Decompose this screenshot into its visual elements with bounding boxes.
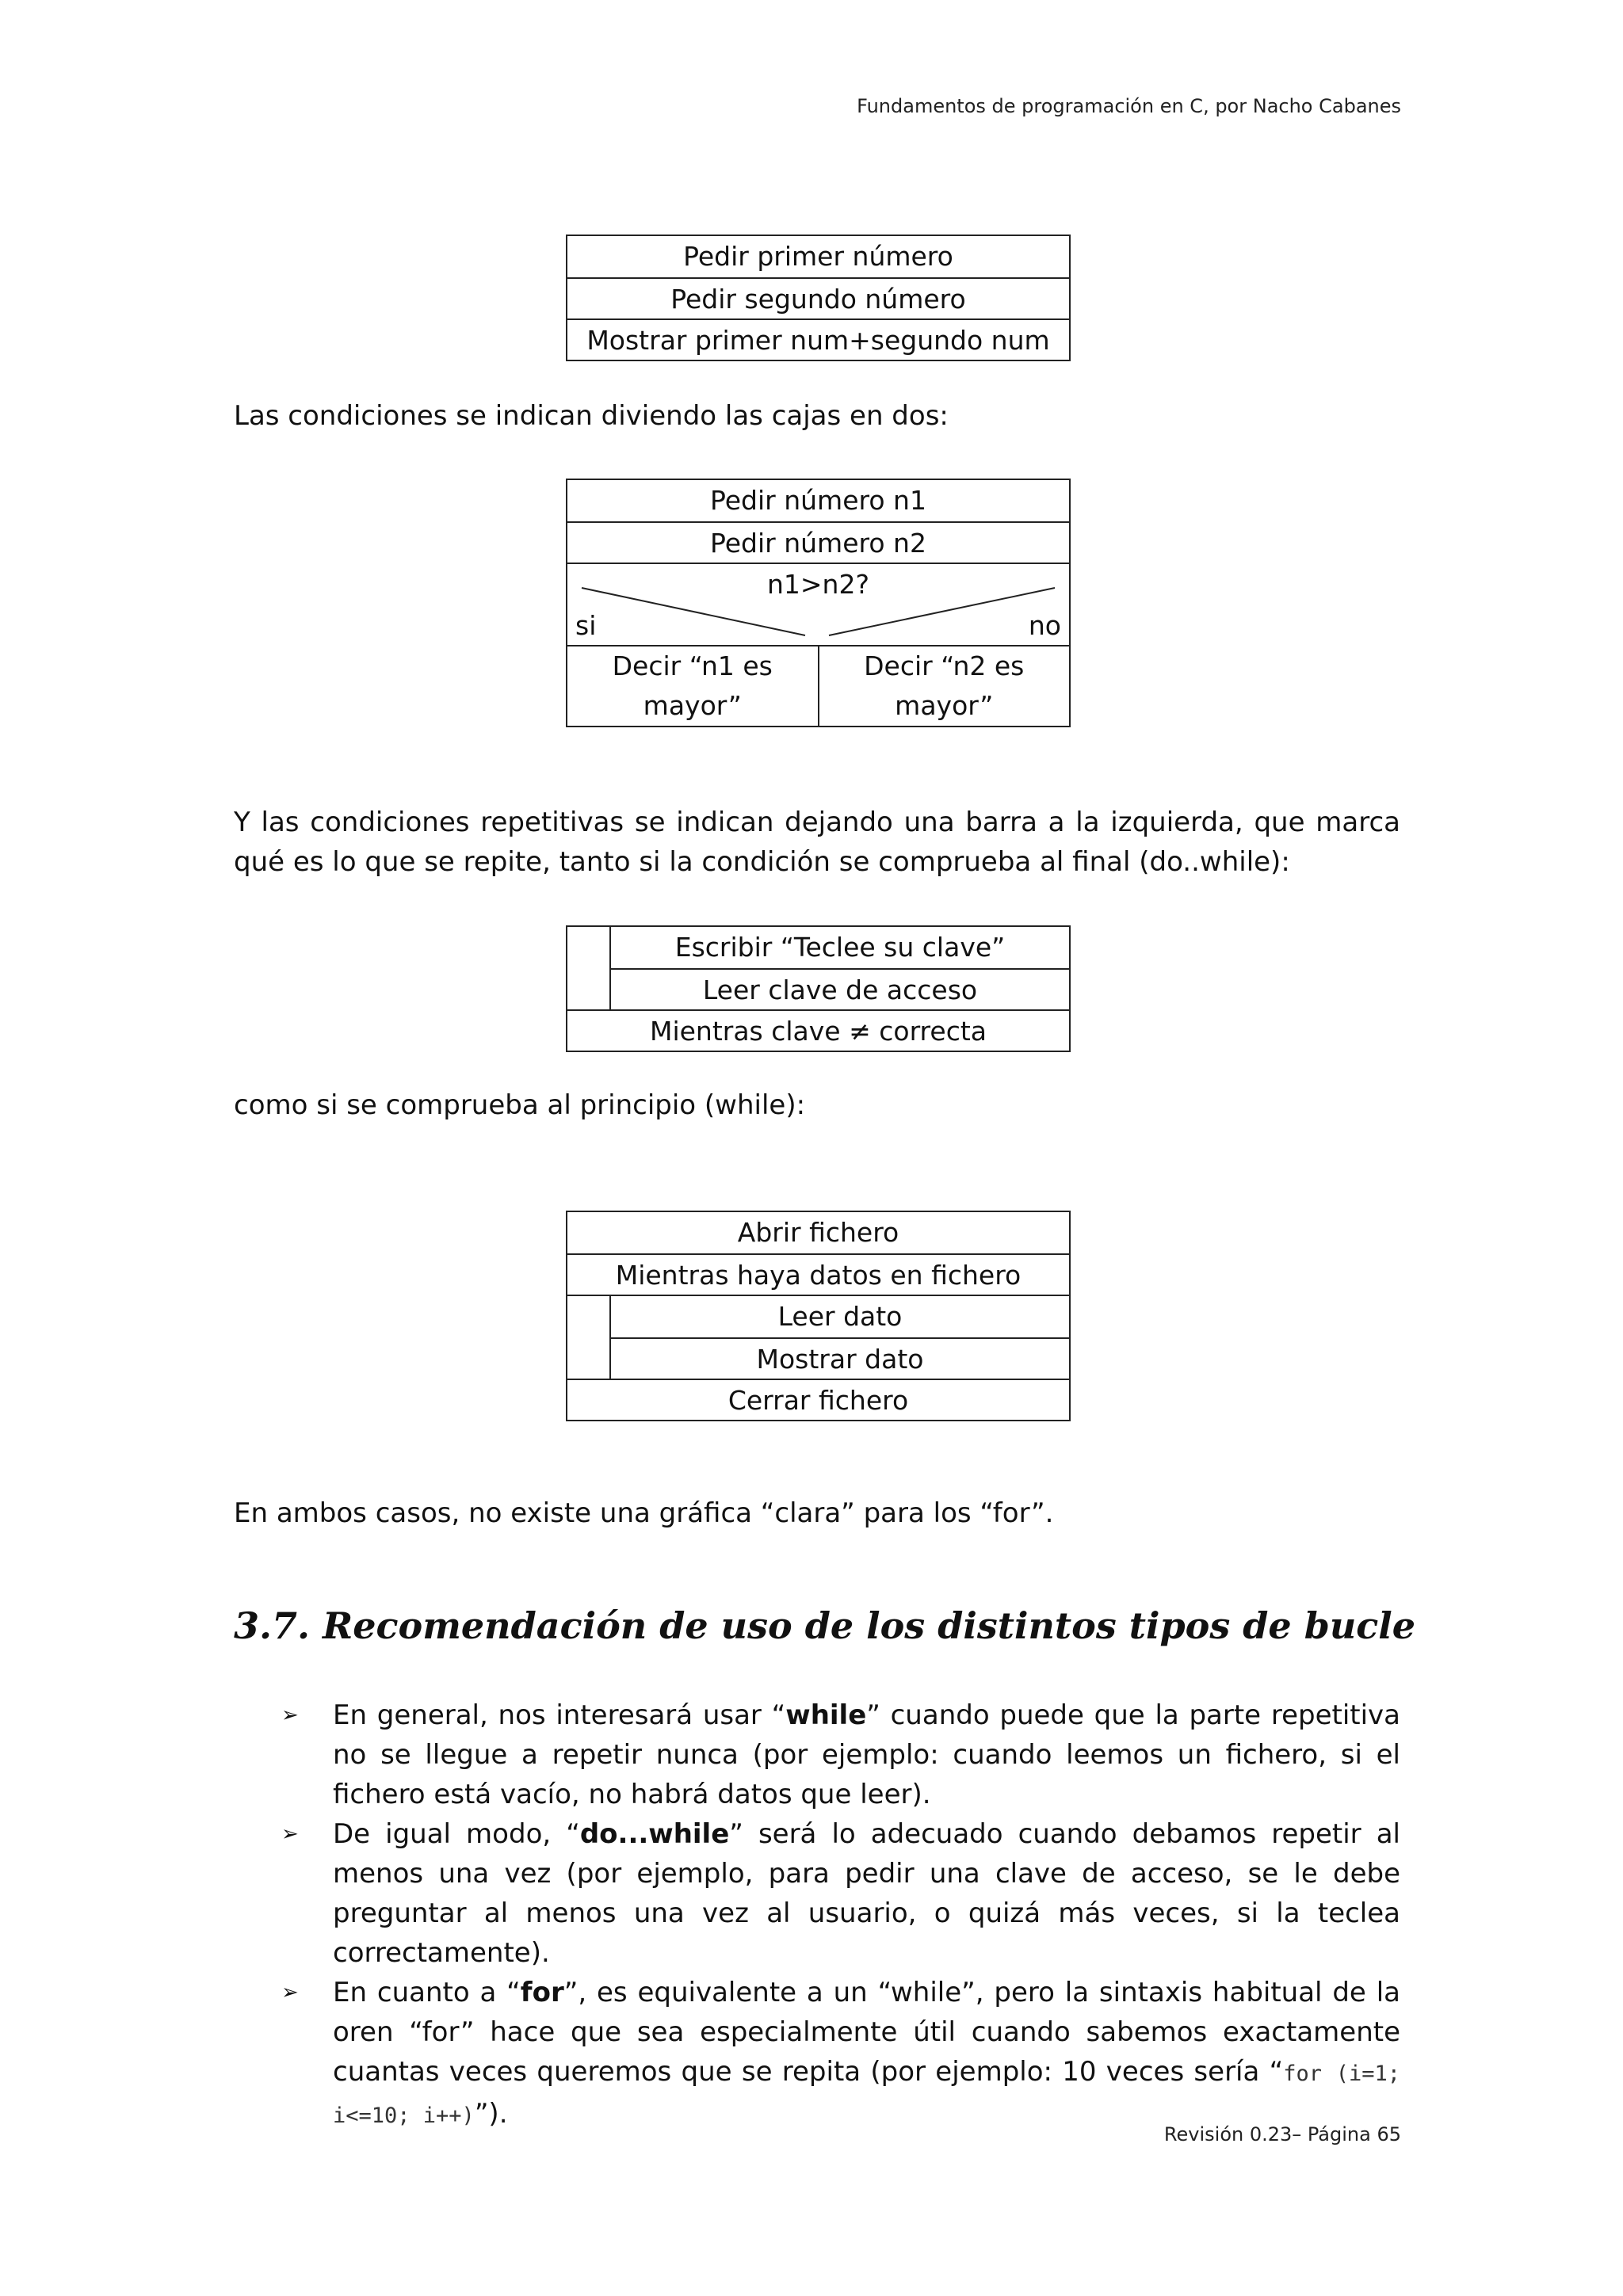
item-text: ” será lo adecuado cuando debamos repetir al menos una vez (por ejemplo, para pedir una clave de acceso, se le debe preguntar al menos una vez al usuario, o quizá más veces, si la teclea correctamente).	[333, 1818, 1400, 1969]
condition-no-label: no	[1028, 610, 1061, 641]
diagram-row: Mostrar dato	[611, 1337, 1069, 1379]
paragraph-repetitive: Y las condiciones repetitivas se indican dejando una barra a la izquierda, que marca qué es lo que se repite, tanto si la condición se comprueba al final (do..while):	[234, 807, 1400, 878]
diagram-row: Pedir segundo número	[567, 277, 1069, 318]
condition-yes-label: si	[575, 610, 597, 641]
paragraph-while: como si se comprueba al principio (while):	[234, 1089, 806, 1121]
loop-body	[567, 927, 1069, 1009]
paragraph-conditions: Las condiciones se indican diviendo las cajas en dos:	[234, 400, 949, 432]
item-text: ”).	[474, 2098, 508, 2130]
condition-question: n1>n2?	[767, 569, 869, 600]
recommendation-list	[281, 1695, 1400, 2136]
list-item	[281, 1814, 1400, 1973]
page-header: Fundamentos de programación en C, por Nacho Cabanes	[857, 95, 1401, 117]
condition-diagram	[566, 479, 1071, 727]
condition-header	[567, 563, 1069, 645]
page-footer: Revisión 0.23– Página 65	[1163, 2123, 1401, 2145]
arrow-bullet-icon: ➢	[281, 1981, 299, 2004]
paragraph-for: En ambos casos, no existe una gráfica “clara” para los “for”.	[234, 1497, 1054, 1529]
branch-false: Decir “n2 es mayor”	[818, 646, 1070, 726]
item-text: ” cuando puede que la parte repetitiva no se llegue a repetir nunca (por ejemplo: cuando leemos un fichero, si el fichero está vacío, no habrá datos que leer).	[333, 1699, 1401, 1810]
while-diagram	[566, 1211, 1071, 1421]
loop-bar	[567, 1296, 611, 1379]
diagram-row: Mostrar primer num+segundo num	[567, 318, 1069, 360]
diagram-row: Abrir fichero	[737, 1217, 899, 1248]
loop-condition: Mientras clave ≠ correcta	[567, 1009, 1069, 1051]
item-text: ”, es equivalente a un “while”, pero la sintaxis habitual de la oren “for” hace que sea especialmente útil cuando sabemos exactamente cuantas veces queremos que se repita (por ejemplo: 10 veces sería “	[333, 1977, 1400, 2088]
arrow-bullet-icon: ➢	[281, 1703, 299, 1727]
item-keyword: for	[520, 1977, 564, 2008]
item-text: De igual modo, “	[333, 1818, 580, 1850]
loop-bar	[567, 927, 611, 1009]
list-item	[281, 1695, 1400, 1814]
diagram-row: Cerrar fichero	[567, 1379, 1069, 1420]
loop-body	[567, 1295, 1069, 1379]
condition-branches	[567, 645, 1069, 726]
item-keyword: while	[785, 1699, 867, 1731]
item-text: En general, nos interesará usar “	[333, 1699, 786, 1731]
diagram-row: Pedir número n2	[567, 521, 1069, 563]
loop-condition: Mientras haya datos en fichero	[567, 1253, 1069, 1295]
arrow-bullet-icon: ➢	[281, 1822, 299, 1846]
item-keyword: do...while	[579, 1818, 730, 1850]
diagram-row: Leer clave de acceso	[611, 968, 1069, 1009]
diagram-row: Escribir “Teclee su clave”	[674, 932, 1006, 963]
diagram-row: Leer dato	[777, 1301, 903, 1332]
sequence-diagram	[566, 235, 1071, 361]
do-while-diagram	[566, 925, 1071, 1052]
item-text: En cuanto a “	[333, 1977, 521, 2008]
diagram-row: Pedir primer número	[683, 241, 953, 272]
diagram-row: Pedir número n1	[710, 485, 926, 516]
section-title: 3.7. Recomendación de uso de los distintos tipos de bucle	[234, 1604, 1416, 1647]
code-snippet: for (i=1; i<=10; i++)	[333, 2061, 1400, 2128]
list-item	[281, 1973, 1400, 2136]
branch-true: Decir “n1 es mayor”	[612, 650, 773, 721]
